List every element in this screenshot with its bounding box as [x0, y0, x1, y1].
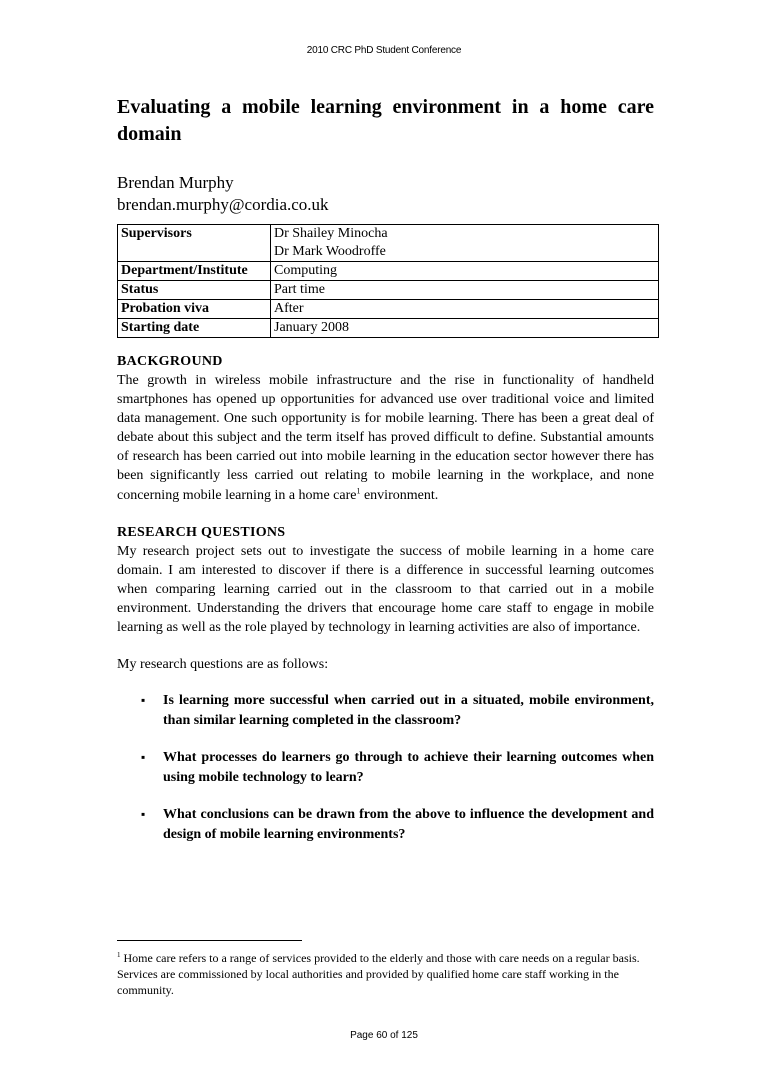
question-text: What conclusions can be drawn from the above to influence the development and design of mobile learning environments? [163, 807, 654, 842]
table-row [118, 225, 659, 262]
supervisor-1: Dr Shailey Minocha [274, 226, 388, 241]
table-value [271, 225, 659, 262]
table-value: After [271, 300, 659, 319]
paper-title: Evaluating a mobile learning environment in a home care domain [117, 96, 654, 145]
research-question-list [117, 691, 654, 844]
table-row [118, 319, 659, 338]
footnote [117, 950, 659, 998]
background-heading: BACKGROUND [117, 354, 223, 369]
research-questions-intro: My research questions are as follows: [117, 657, 329, 673]
table-value: Part time [271, 281, 659, 300]
question-text: What processes do learners go through to achieve their learning outcomes when using mobile technology to learn? [163, 750, 654, 785]
table-value: Computing [271, 262, 659, 281]
table-label: Department/Institute [118, 262, 271, 281]
author-name: Brendan Murphy [117, 173, 234, 192]
question-text: Is learning more successful when carried out in a situated, mobile environment, than similar learning completed in the classroom? [163, 693, 654, 728]
page-number: Page 60 of 125 [350, 1030, 418, 1041]
background-text: The growth in wireless mobile infrastructure and the rise in functionality of handheld smartphones has opened up opportunities for advanced use over traditional voice and limited data management. One such opportunity is for mobile learning. There has been a great deal of debate about this subject and the term itself has proved difficult to define. Substantial amounts of research has been carried out into mobile learning in the education sector however there has been significantly less carried out relating to mobile learning in the workplace, and none concerning mobile learning in a home care [117, 373, 654, 503]
table-value: January 2008 [271, 319, 659, 338]
background-paragraph [117, 371, 654, 505]
square-bullet-icon: ▪ [141, 693, 146, 708]
list-item [117, 748, 654, 787]
list-item [117, 805, 654, 844]
table-label: Probation viva [118, 300, 271, 319]
footnote-marker: 1 [356, 485, 361, 495]
table-row [118, 300, 659, 319]
table-label: Status [118, 281, 271, 300]
supervisor-2: Dr Mark Woodroffe [274, 244, 386, 259]
footnote-number: 1 [117, 951, 121, 959]
metadata-table [117, 224, 659, 338]
research-questions-heading: RESEARCH QUESTIONS [117, 524, 286, 540]
research-questions-paragraph: My research project sets out to investigate the success of mobile learning in a home care domain. I am interested to discover if there is a difference in successful learning outcomes when comparing learning carried out in the classroom to that carried out in a mobile environment. Understanding the drivers that encourage home care staff to engage in mobile learning as well as the role played by technology in learning activities are also of importance. [117, 543, 654, 636]
author-block [117, 172, 654, 216]
table-label: Supervisors [118, 225, 271, 262]
square-bullet-icon: ▪ [141, 750, 146, 765]
footnote-divider [117, 940, 302, 941]
list-item [117, 691, 654, 730]
footnote-text: Home care refers to a range of services provided to the elderly and those with care needs on a regular basis. Services are commissioned by local authorities and provided by qualified home care staff working in the community. [117, 951, 640, 997]
author-email: brendan.murphy@cordia.co.uk [117, 195, 329, 214]
paper-body [117, 94, 654, 862]
table-label: Starting date [118, 319, 271, 338]
table-row [118, 262, 659, 281]
background-text-end: environment. [360, 487, 439, 503]
table-row [118, 281, 659, 300]
square-bullet-icon: ▪ [141, 807, 146, 822]
running-header: 2010 CRC PhD Student Conference [306, 45, 462, 56]
